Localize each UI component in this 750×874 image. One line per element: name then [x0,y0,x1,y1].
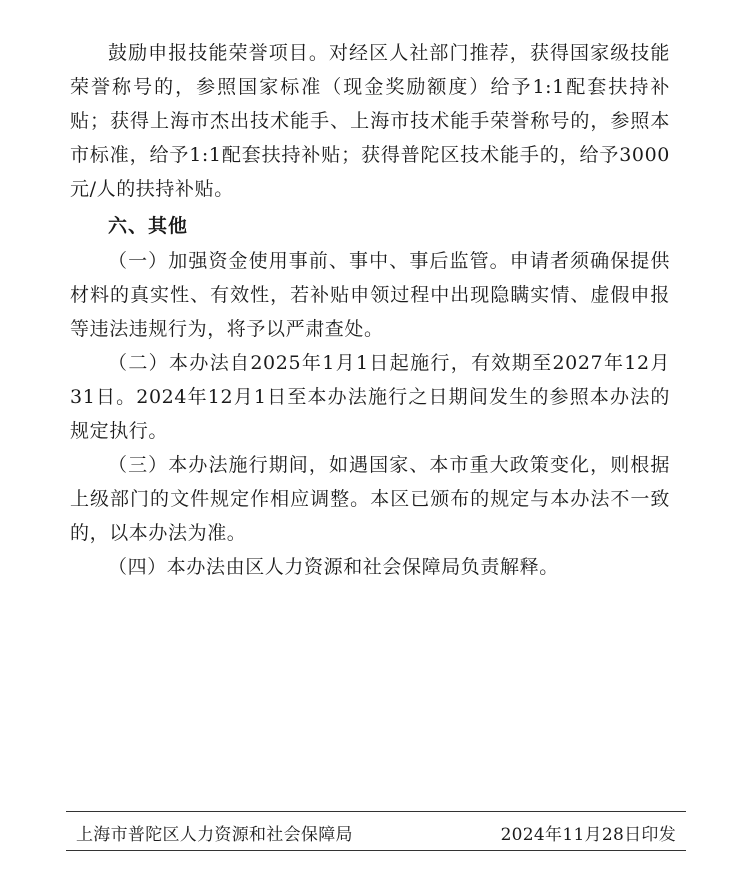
document-body [70,36,670,584]
document-footer [76,818,676,846]
paragraph-skill-honor: 鼓励申报技能荣誉项目。对经区人社部门推荐，获得国家级技能荣誉称号的，参照国家标准（现金奖励额度）给予1:1配套扶持补贴；获得上海市杰出技术能手、上海市技术能手荣誉称号的，参照本市标准，给予1:1配套扶持补贴；获得普陀区技术能手的，给予3000元/人的扶持补贴。 [70,42,670,200]
footer-issuer: 上海市普陀区人力资源和社会保障局 [76,824,353,845]
item-policy-adjustment: （三）本办法施行期间，如遇国家、本市重大政策变化，则根据上级部门的文件规定作相应调整。本区已颁布的规定与本办法不一致的，以本办法为准。 [70,454,670,544]
footer-top-rule [66,811,686,812]
section-heading-other: 六、其他 [108,215,189,237]
item-effective-date: （二）本办法自2025年1月1日起施行，有效期至2027年12月31日。2024年12月1日至本办法施行之日期间发生的参照本办法的规定执行。 [70,352,670,442]
item-supervision: （一）加强资金使用事前、事中、事后监管。申请者须确保提供材料的真实性、有效性，若补贴申领过程中出现隐瞒实情、虚假申报等违法违规行为，将予以严肃查处。 [70,250,670,340]
item-interpretation: （四）本办法由区人力资源和社会保障局负责解释。 [108,556,559,578]
footer-bottom-rule [66,850,686,851]
footer-issue-date: 2024年11月28日印发 [500,824,676,845]
